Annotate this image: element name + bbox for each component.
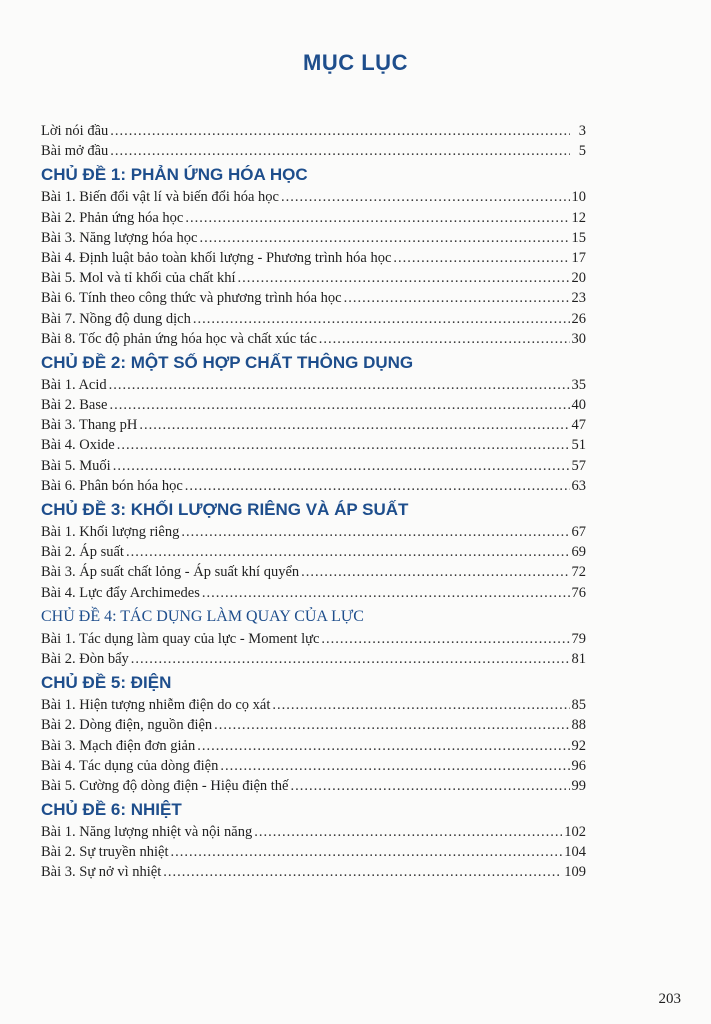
toc-entry-label: Bài 5. Cường độ dòng điện - Hiệu điện thế xyxy=(41,777,289,794)
toc-entry-label: Bài 4. Oxide xyxy=(41,437,115,454)
toc-entry-page: 67 xyxy=(571,524,586,540)
toc-entry[interactable] xyxy=(41,187,586,207)
toc-entry-label: Bài 8. Tốc độ phản ứng hóa học và chất xúc tác xyxy=(41,330,317,347)
table-of-contents xyxy=(41,121,586,883)
toc-entry-introduction[interactable] xyxy=(41,141,586,161)
toc-entry-page: 10 xyxy=(571,189,586,206)
dot-leader xyxy=(301,562,569,582)
toc-entry-page: 51 xyxy=(571,437,586,454)
toc-entry-label: Bài 5. Muối xyxy=(41,457,111,474)
dot-leader xyxy=(238,268,570,288)
toc-entry-page: 23 xyxy=(571,290,586,307)
toc-entry-label: Bài 2. Sự truyền nhiệt xyxy=(41,844,169,861)
toc-entry-page: 79 xyxy=(571,630,586,647)
topic-heading[interactable]: CHỦ ĐỀ 6: NHIỆT xyxy=(41,800,182,820)
toc-entry-label: Bài 2. Phản ứng hóa học xyxy=(41,209,184,226)
toc-entry[interactable] xyxy=(41,288,586,308)
topic-heading[interactable]: CHỦ ĐỀ 3: KHỐI LƯỢNG RIÊNG VÀ ÁP SUẤT xyxy=(41,500,409,519)
toc-entry-label: Bài 1. Khối lượng riêng xyxy=(41,524,180,540)
dot-leader xyxy=(113,456,570,476)
toc-entry[interactable] xyxy=(41,776,586,796)
toc-entry-label: Bài 3. Năng lượng hóa học xyxy=(41,229,198,246)
toc-entry[interactable] xyxy=(41,522,586,542)
toc-entry[interactable] xyxy=(41,435,586,455)
toc-entry-page: 15 xyxy=(571,229,586,246)
toc-entry-label: Bài 6. Tính theo công thức và phương trình hóa học xyxy=(41,290,342,307)
toc-entry-page: 69 xyxy=(571,544,586,561)
toc-entry[interactable] xyxy=(41,629,586,649)
toc-entry-label: Bài 2. Dòng điện, nguồn điện xyxy=(41,717,213,734)
topic-list xyxy=(41,163,586,882)
dot-leader xyxy=(220,756,569,776)
toc-entry[interactable] xyxy=(41,756,586,776)
toc-entry-label: Bài 4. Tác dụng của dòng điện xyxy=(41,757,219,774)
toc-entry[interactable] xyxy=(41,715,586,735)
dot-leader xyxy=(281,187,570,207)
toc-entry-page: 47 xyxy=(571,417,586,434)
toc-entry-page: 92 xyxy=(571,737,586,754)
toc-entry-label: Bài 1. Hiện tượng nhiễm điện do cọ xát xyxy=(41,697,271,714)
toc-entry-page: 26 xyxy=(571,310,586,327)
toc-entry-label: Bài 2. Base xyxy=(41,397,108,414)
toc-entry-page: 104 xyxy=(564,844,586,861)
toc-entry-label: Bài 1. Năng lượng nhiệt và nội năng xyxy=(41,824,253,841)
toc-entry-label: Bài 4. Định luật bảo toàn khối lượng - Phương trình hóa học xyxy=(41,249,392,266)
dot-leader xyxy=(291,776,570,796)
dot-leader xyxy=(319,329,570,349)
toc-entry[interactable] xyxy=(41,456,586,476)
dot-leader xyxy=(214,715,569,735)
toc-entry[interactable] xyxy=(41,862,586,882)
toc-entry-label: Bài 4. Lực đẩy Archimedes xyxy=(41,584,200,601)
toc-entry-page: 57 xyxy=(571,457,586,474)
dot-leader xyxy=(272,695,569,715)
toc-entry-label: Bài 3. Mạch điện đơn giản xyxy=(41,737,196,754)
toc-entry[interactable] xyxy=(41,228,586,248)
toc-entry-label: Bài 5. Mol và tỉ khối của chất khí xyxy=(41,270,236,287)
toc-entry-label: Lời nói đầu xyxy=(41,123,109,139)
toc-entry-page: 88 xyxy=(571,717,586,734)
toc-entry-page: 96 xyxy=(571,757,586,774)
toc-entry-label: Bài 1. Biến đổi vật lí và biến đổi hóa học xyxy=(41,189,279,206)
dot-leader xyxy=(126,542,570,562)
toc-entry-label: Bài 3. Áp suất chất lỏng - Áp suất khí quyển xyxy=(41,564,300,581)
dot-leader xyxy=(254,822,562,842)
toc-entry-label: Bài 1. Acid xyxy=(41,376,107,393)
toc-entry[interactable] xyxy=(41,329,586,349)
toc-entry[interactable] xyxy=(41,583,586,603)
toc-entry-preface[interactable] xyxy=(41,121,586,141)
toc-entry-label: Bài 3. Thang pH xyxy=(41,417,138,434)
toc-entry-page: 109 xyxy=(564,864,586,881)
topic-heading[interactable]: CHỦ ĐỀ 2: MỘT SỐ HỢP CHẤT THÔNG DỤNG xyxy=(41,352,414,372)
topic-heading[interactable]: CHỦ ĐỀ 1: PHẢN ỨNG HÓA HỌC xyxy=(41,165,308,185)
dot-leader xyxy=(163,862,562,882)
toc-entry[interactable] xyxy=(41,822,586,842)
toc-entry[interactable] xyxy=(41,248,586,268)
toc-entry[interactable] xyxy=(41,842,586,862)
dot-leader xyxy=(197,736,569,756)
dot-leader xyxy=(181,522,569,542)
toc-entry[interactable] xyxy=(41,395,586,415)
topic-heading[interactable]: CHỦ ĐỀ 4: TÁC DỤNG LÀM QUAY CỦA LỰC xyxy=(41,607,364,625)
dot-leader xyxy=(193,309,570,329)
toc-entry-label: Bài 6. Phân bón hóa học xyxy=(41,477,183,494)
toc-entry-page: 85 xyxy=(571,697,586,714)
dot-leader xyxy=(202,583,570,603)
topic-heading[interactable]: CHỦ ĐỀ 5: ĐIỆN xyxy=(41,673,172,693)
toc-entry[interactable] xyxy=(41,542,586,562)
toc-entry-page: 76 xyxy=(571,584,586,601)
toc-entry-page: 30 xyxy=(571,330,586,347)
dot-leader xyxy=(185,476,570,496)
toc-entry-page: 35 xyxy=(571,376,586,393)
toc-entry-label: Bài 2. Đòn bẩy xyxy=(41,650,129,667)
toc-entry-label: Bài 1. Tác dụng làm quay của lực - Moment lực xyxy=(41,630,320,647)
toc-entry-page: 12 xyxy=(571,209,586,226)
toc-entry-page: 20 xyxy=(571,270,586,287)
toc-entry-label: Bài 2. Áp suất xyxy=(41,544,124,561)
toc-entry-page: 99 xyxy=(571,777,586,794)
dot-leader xyxy=(199,228,569,248)
dot-leader xyxy=(110,121,570,141)
toc-entry-label: Bài 3. Sự nở vì nhiệt xyxy=(41,864,162,881)
toc-entry-page: 81 xyxy=(571,650,586,667)
toc-entry-label: Bài mở đầu xyxy=(41,143,109,160)
dot-leader xyxy=(139,415,569,435)
toc-entry-page: 63 xyxy=(571,477,586,494)
dot-leader xyxy=(109,395,569,415)
toc-entry-page: 5 xyxy=(578,143,586,160)
toc-entry[interactable] xyxy=(41,695,586,715)
toc-entry-page: 102 xyxy=(564,824,586,841)
dot-leader xyxy=(321,629,569,649)
dot-leader xyxy=(344,288,570,308)
dot-leader xyxy=(117,435,570,455)
page-title: MỤC LỤC xyxy=(303,50,408,75)
dot-leader xyxy=(110,141,570,161)
dot-leader xyxy=(109,375,570,395)
dot-leader xyxy=(131,649,570,669)
toc-entry[interactable] xyxy=(41,268,586,288)
dot-leader xyxy=(185,208,569,228)
page-number: 203 xyxy=(658,991,681,1007)
toc-entry-page: 40 xyxy=(571,397,586,414)
toc-entry[interactable] xyxy=(41,309,586,329)
toc-entry-page: 3 xyxy=(578,123,586,139)
toc-entry[interactable] xyxy=(41,562,586,582)
toc-entry-label: Bài 7. Nồng độ dung dịch xyxy=(41,310,191,327)
toc-entry[interactable] xyxy=(41,736,586,756)
toc-entry[interactable] xyxy=(41,208,586,228)
dot-leader xyxy=(393,248,569,268)
toc-entry[interactable] xyxy=(41,375,586,395)
toc-entry[interactable] xyxy=(41,415,586,435)
dot-leader xyxy=(170,842,562,862)
toc-entry-page: 17 xyxy=(571,249,586,266)
toc-entry-page: 72 xyxy=(571,564,586,581)
toc-entry[interactable] xyxy=(41,649,586,669)
toc-entry[interactable] xyxy=(41,476,586,496)
